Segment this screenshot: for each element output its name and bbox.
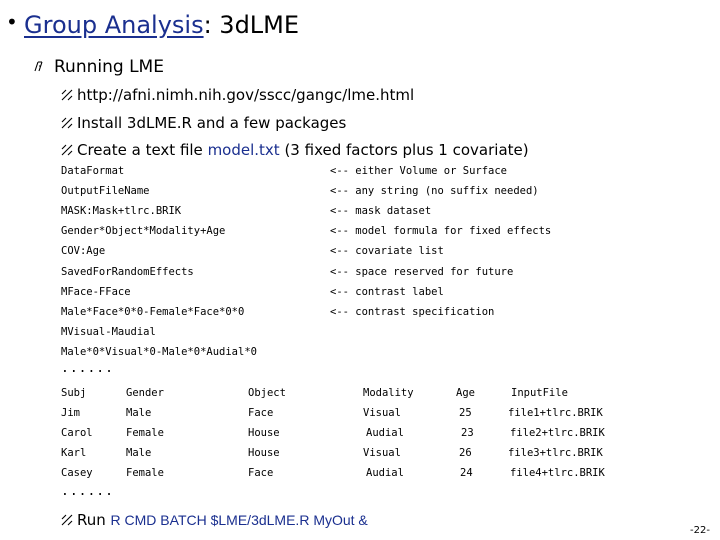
table-cell: Face [248, 467, 274, 479]
model-line-comment: <-- model formula for fixed effects [330, 225, 552, 237]
table-cell: 25 [459, 407, 472, 419]
url-text[interactable]: http://afni.nimh.nih.gov/sscc/gangc/lme.html [77, 86, 415, 104]
section-heading: Running LME [54, 57, 164, 77]
title-rest: : 3dLME [203, 11, 300, 39]
model-line-text: Male*Face*0*0-Female*Face*0*0 [61, 306, 245, 318]
table-header-cell: Modality [363, 387, 414, 399]
table-header-cell: Age [456, 387, 475, 399]
table-cell: Audial [366, 467, 404, 479]
table-cell: file3+tlrc.BRIK [508, 447, 603, 459]
table-cell: Audial [366, 427, 404, 439]
table-cell: Casey [61, 467, 93, 479]
table-cell: House [248, 447, 280, 459]
create-file-step [77, 141, 529, 159]
install-step: Install 3dLME.R and a few packages [77, 114, 347, 132]
model-line-comment: <-- any string (no suffix needed) [330, 185, 539, 197]
table-cell: Visual [363, 447, 401, 459]
model-line-comment: <-- contrast label [330, 286, 444, 298]
model-line-text: MFace-FFace [61, 286, 131, 298]
table-cell: Visual [363, 407, 401, 419]
table-cell: Male [126, 407, 152, 419]
table-cell: 23 [461, 427, 474, 439]
table-cell: Male [126, 447, 152, 459]
model-line-comment: <-- either Volume or Surface [330, 165, 508, 177]
model-line-comment: <-- mask dataset [330, 205, 432, 217]
table-cell: file4+tlrc.BRIK [510, 467, 605, 479]
group-analysis-link[interactable]: Group Analysis [24, 11, 204, 39]
model-line-text: OutputFileName [61, 185, 150, 197]
create-prefix: Create a text file [77, 141, 208, 159]
table-header-cell: Gender [126, 387, 164, 399]
table-cell: Face [248, 407, 274, 419]
run-prefix: Run [77, 511, 111, 529]
table-cell: Karl [61, 447, 87, 459]
table-cell: file2+tlrc.BRIK [510, 427, 605, 439]
table-cell: file1+tlrc.BRIK [508, 407, 603, 419]
table-cell: Carol [61, 427, 93, 439]
model-line-text: DataFormat [61, 165, 125, 177]
table-header-cell: Subj [61, 387, 87, 399]
table-cell: Female [126, 467, 164, 479]
table-header-cell: InputFile [511, 387, 568, 399]
hollow-square-bullet-icon [33, 60, 45, 76]
table-cell: 24 [460, 467, 473, 479]
model-line-text: COV:Age [61, 245, 106, 257]
table-cell: House [248, 427, 280, 439]
model-line-comment: <-- space reserved for future [330, 266, 514, 278]
table-cell: Jim [61, 407, 80, 419]
title-bullet-icon: • [6, 10, 18, 34]
model-line-text: MVisual-Maudial [61, 326, 156, 338]
run-step [77, 511, 368, 529]
ellipsis: ...... [61, 361, 114, 376]
table-header-cell: Object [248, 387, 286, 399]
model-line-text: SavedForRandomEffects [61, 266, 194, 278]
z-arrow-bullet-icon [61, 514, 73, 530]
z-arrow-bullet-icon [61, 117, 73, 133]
z-arrow-bullet-icon [61, 89, 73, 105]
model-filename: model.txt [207, 141, 280, 159]
model-line-text: MASK:Mask+tlrc.BRIK [61, 205, 182, 217]
create-suffix: (3 fixed factors plus 1 covariate) [279, 141, 529, 159]
slide-title [24, 11, 299, 39]
table-cell: Female [126, 427, 164, 439]
model-line-text: Male*0*Visual*0-Male*0*Audial*0 [61, 346, 257, 358]
model-line-text: Gender*Object*Modality+Age [61, 225, 226, 237]
table-cell: 26 [459, 447, 472, 459]
page-number: -22- [690, 525, 710, 536]
ellipsis: ...... [61, 484, 114, 499]
model-line-comment: <-- contrast specification [330, 306, 495, 318]
model-line-comment: <-- covariate list [330, 245, 444, 257]
z-arrow-bullet-icon [61, 144, 73, 160]
run-command: R CMD BATCH $LME/3dLME.R MyOut & [110, 512, 368, 528]
